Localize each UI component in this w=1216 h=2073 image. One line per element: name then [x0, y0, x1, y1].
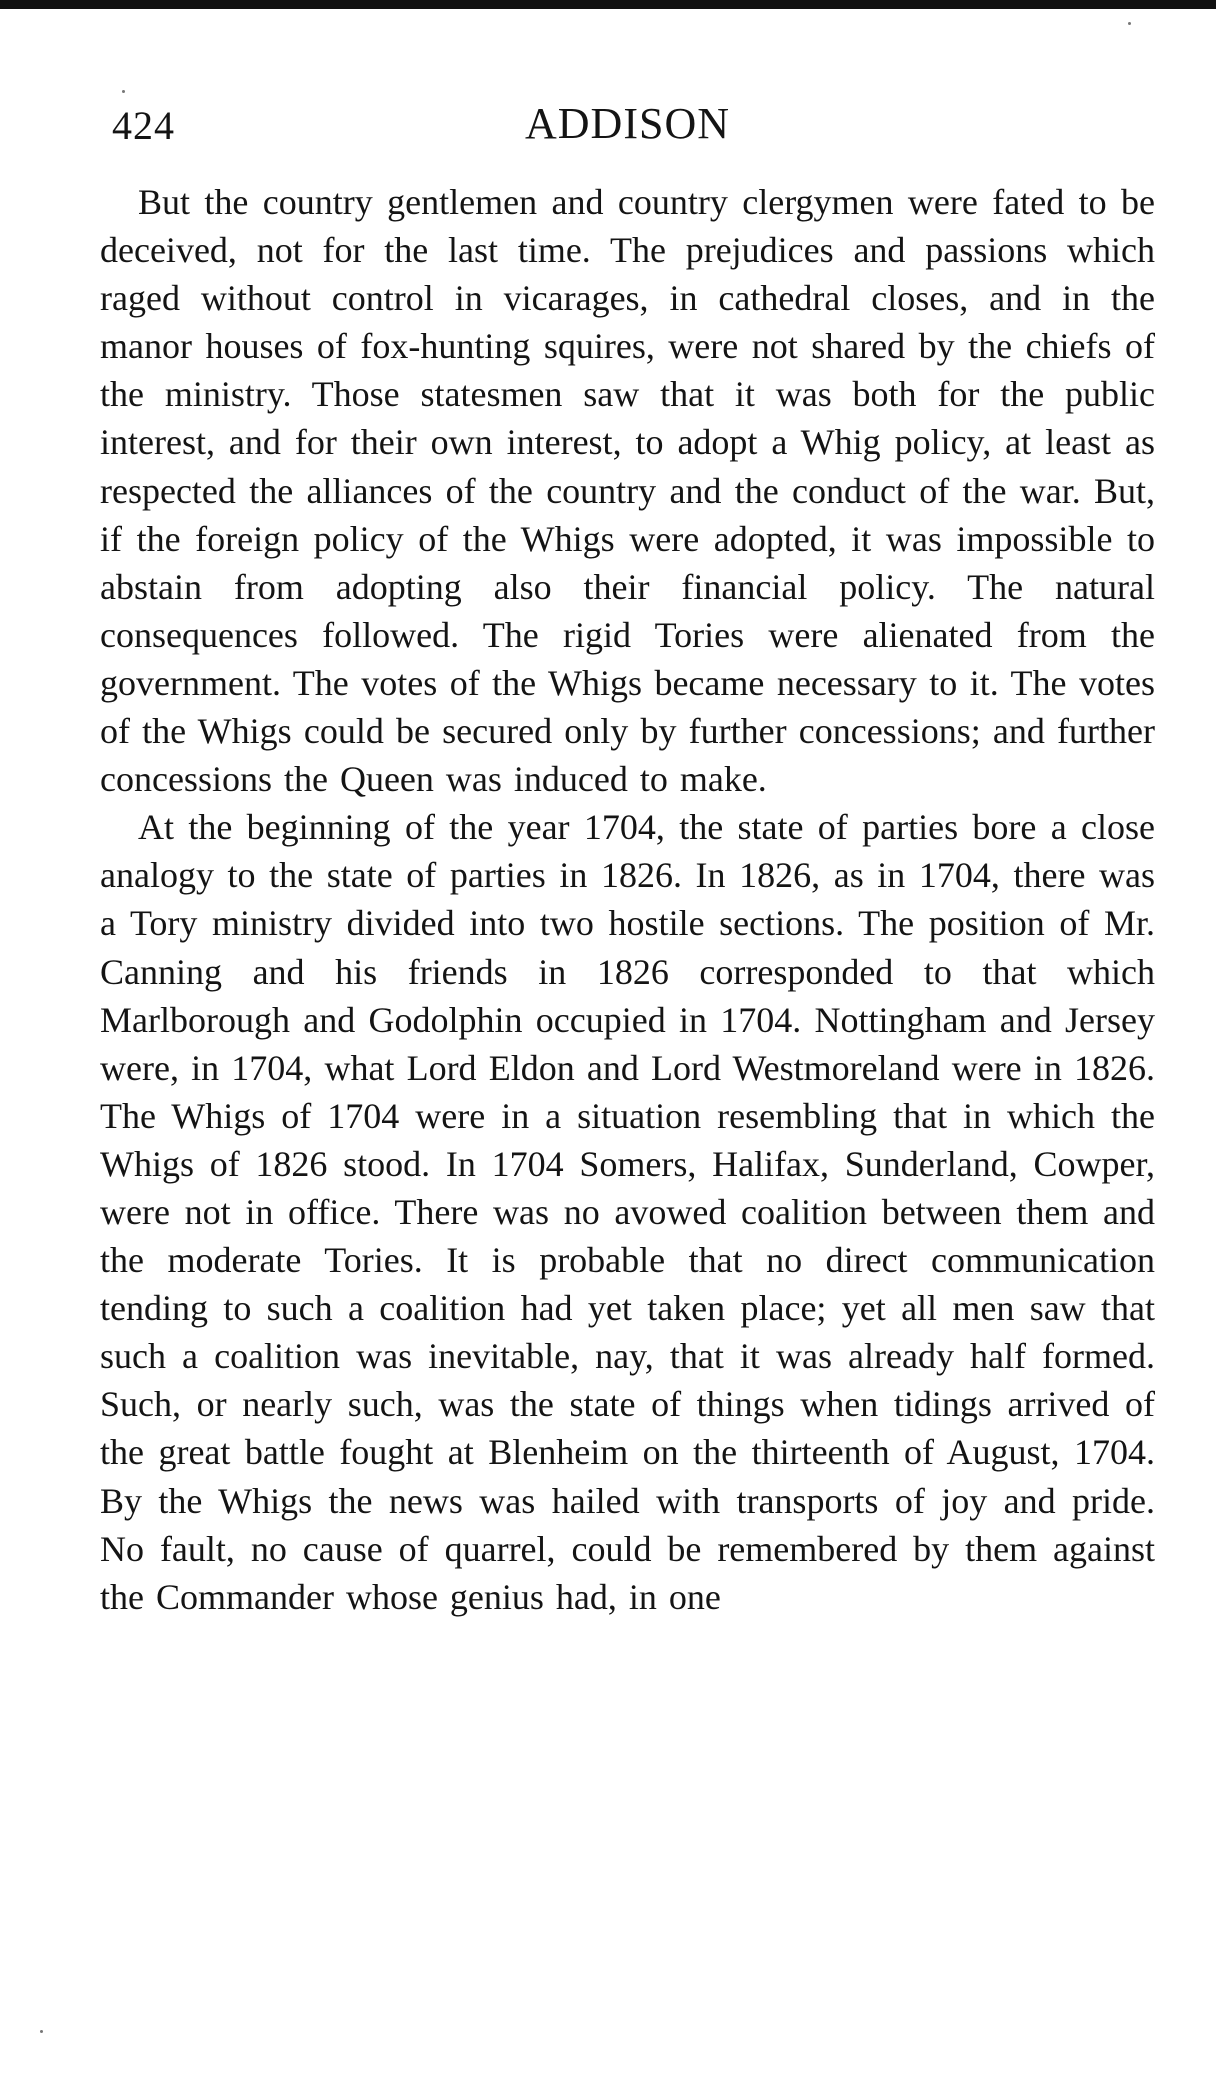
scan-speck	[40, 2030, 43, 2033]
body-text	[100, 178, 1155, 1621]
page-number: 424	[112, 103, 175, 148]
running-title: ADDISON	[525, 99, 730, 148]
top-border-rule	[0, 0, 1216, 9]
paragraph: But the country gentlemen and country clergymen were fated to be deceived, not for the last time. The prejudices and passions which raged without control in vicarages, in cathedral closes, and in the manor houses of fox-hunting squires, were not shared by the chiefs of the ministry. Those statesmen saw that it was both for the public interest, and for their own interest, to adopt a Whig policy, at least as respected the alliances of the country and the conduct of the war. But, if the foreign policy of the Whigs were adopted, it was impossible to abstain from adopting also their financial policy. The natural consequences followed. The rigid Tories were alienated from the government. The votes of the Whigs became necessary to it. The votes of the Whigs could be secured only by further concessions; and further concessions the Queen was induced to make.	[100, 182, 1155, 800]
scan-speck	[122, 90, 125, 93]
paragraph: At the beginning of the year 1704, the state of parties bore a close analogy to the state of parties in 1826. In 1826, as in 1704, there was a Tory ministry divided into two hostile sections. The position of Mr. Canning and his friends in 1826 corresponded to that which Marlborough and Godolphin occupied in 1704. Nottingham and Jersey were, in 1704, what Lord Eldon and Lord Westmoreland were in 1826. The Whigs of 1704 were in a situation resembling that in which the Whigs of 1826 stood. In 1704 Somers, Halifax, Sunderland, Cowper, were not in office. There was no avowed coalition between them and the moderate Tories. It is probable that no direct communication tending to such a coalition had yet taken place; yet all men saw that such a coalition was inevitable, nay, that it was already half formed. Such, or nearly such, was the state of things when tidings arrived of the great battle fought at Blenheim on the thirteenth of August, 1704. By the Whigs the news was hailed with transports of joy and pride. No fault, no cause of quarrel, could be remembered by them against the Commander whose genius had, in one	[100, 807, 1155, 1617]
scan-speck	[1128, 22, 1131, 25]
page-header	[100, 98, 1155, 158]
